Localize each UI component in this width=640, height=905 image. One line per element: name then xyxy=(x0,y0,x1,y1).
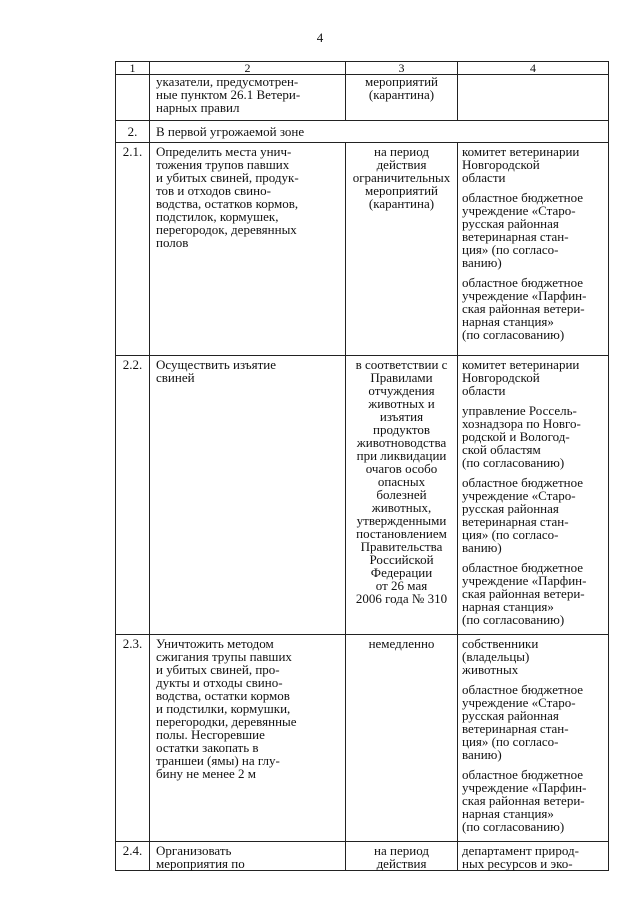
deadline-cell xyxy=(346,635,458,842)
action-line: подстилок, кормушек, xyxy=(156,209,279,224)
deadline-line: (карантина) xyxy=(368,87,435,102)
column-number-1: 1 xyxy=(116,62,150,75)
action-line: мероприятия по xyxy=(156,856,245,871)
responsible-party xyxy=(462,358,605,397)
deadline-line: болезней xyxy=(376,487,427,502)
page-number: 4 xyxy=(316,30,324,45)
responsible-line: ванию) xyxy=(462,747,502,762)
action-line: перегородок, деревянных xyxy=(156,222,297,237)
responsible-line: ветеринарная стан- xyxy=(462,229,569,244)
responsible-line: (по согласованию) xyxy=(462,819,565,834)
action-line: и убитых свиней, про- xyxy=(156,662,280,677)
responsible-line: Новгородской xyxy=(462,157,540,172)
deadline-line: животноводства xyxy=(356,435,447,450)
responsible-party xyxy=(462,404,605,469)
responsible-line: животных xyxy=(462,662,519,677)
section-title: В первой угрожаемой зоне xyxy=(150,121,609,143)
action-line: Осуществить изъятие xyxy=(156,357,276,372)
responsible-line: русская районная xyxy=(462,501,559,516)
section-row xyxy=(116,121,609,143)
responsible-line: хознадзора по Новго- xyxy=(462,416,581,431)
row-number: 2.1. xyxy=(116,143,150,356)
deadline-line: опасных xyxy=(377,474,426,489)
column-number-3: 3 xyxy=(346,62,458,75)
responsible-cell xyxy=(458,635,609,842)
table-row xyxy=(116,635,609,842)
action-line: ные пунктом 26.1 Ветери- xyxy=(156,87,301,102)
table-row-continuation xyxy=(116,75,609,121)
action-line: дукты и отходы свино- xyxy=(156,675,283,690)
responsible-line: русская районная xyxy=(462,216,559,231)
responsible-line: русская районная xyxy=(462,708,559,723)
responsible-cell xyxy=(458,143,609,356)
responsible-line: учреждение «Старо- xyxy=(462,695,576,710)
responsible-cell xyxy=(458,75,609,121)
responsible-line: управление Россель- xyxy=(462,403,577,418)
action-line: остатки закопать в xyxy=(156,740,259,755)
deadline-line: действия xyxy=(376,157,427,172)
deadline-line: животных и xyxy=(368,396,435,411)
responsible-line: областное бюджетное xyxy=(462,682,584,697)
action-cell xyxy=(150,356,346,635)
measures-table xyxy=(115,61,609,871)
deadline-cell xyxy=(346,75,458,121)
responsible-party xyxy=(462,637,605,676)
responsible-line: ных ресурсов и эко- xyxy=(462,856,573,871)
deadline-cell xyxy=(346,356,458,635)
table-row xyxy=(116,143,609,356)
deadline-line: на период xyxy=(374,843,429,858)
responsible-line: областное бюджетное xyxy=(462,275,584,290)
action-line: тожения трупов павших xyxy=(156,157,290,172)
responsible-line: (владельцы) xyxy=(462,649,530,664)
action-line: и подстилки, кормушки, xyxy=(156,701,291,716)
column-number-4: 4 xyxy=(458,62,609,75)
action-line: бину не менее 2 м xyxy=(156,766,256,781)
deadline-line: немедленно xyxy=(368,636,435,651)
action-line: водства, остатки кормов xyxy=(156,688,290,703)
action-line: тов и отходов свино- xyxy=(156,183,271,198)
table-row xyxy=(116,356,609,635)
action-cell xyxy=(150,635,346,842)
deadline-line: Правительства xyxy=(360,539,443,554)
deadline-line: Российской xyxy=(369,552,434,567)
row-number-cell xyxy=(116,75,150,121)
action-line: водства, остатков кормов, xyxy=(156,196,299,211)
responsible-party xyxy=(462,191,605,269)
deadline-line: на период xyxy=(374,144,429,159)
deadline-line: мероприятий xyxy=(365,74,438,89)
responsible-party xyxy=(462,145,605,184)
responsible-party xyxy=(462,768,605,833)
action-line: и убитых свиней, продук- xyxy=(156,170,299,185)
responsible-line: Новгородской xyxy=(462,370,540,385)
responsible-line: (по согласованию) xyxy=(462,612,565,627)
section-number: 2. xyxy=(116,121,150,143)
responsible-line: ская районная ветери- xyxy=(462,586,585,601)
responsible-line: ветеринарная стан- xyxy=(462,721,569,736)
responsible-line: (по согласованию) xyxy=(462,455,565,470)
row-number: 2.2. xyxy=(116,356,150,635)
action-line: сжигания трупы павших xyxy=(156,649,292,664)
responsible-line: ветеринарная стан- xyxy=(462,514,569,529)
responsible-line: ция» (по согласо- xyxy=(462,527,559,542)
responsible-party xyxy=(462,844,605,870)
row-number: 2.4. xyxy=(116,842,150,871)
deadline-line: от 26 мая xyxy=(375,578,428,593)
deadline-line: продуктов xyxy=(373,422,430,437)
responsible-line: области xyxy=(462,383,506,398)
deadline-line: 2006 года № 310 xyxy=(355,591,448,606)
responsible-line: нарная станция» xyxy=(462,599,554,614)
responsible-cell xyxy=(458,356,609,635)
responsible-line: комитет ветеринарии xyxy=(462,144,580,159)
responsible-line: ская районная ветери- xyxy=(462,793,585,808)
deadline-line: мероприятий xyxy=(365,183,438,198)
responsible-line: учреждение «Парфин- xyxy=(462,780,587,795)
responsible-line: учреждение «Старо- xyxy=(462,488,576,503)
table-row xyxy=(116,842,609,871)
deadline-line: животных, xyxy=(371,500,432,515)
responsible-line: департамент природ- xyxy=(462,843,579,858)
responsible-line: областное бюджетное xyxy=(462,767,584,782)
deadline-line: Федерации xyxy=(370,565,433,580)
deadline-line: изъятия xyxy=(379,409,424,424)
action-line: Организовать xyxy=(156,843,232,858)
deadline-line: Правилами xyxy=(370,370,433,385)
responsible-cell xyxy=(458,842,609,871)
action-line: свиней xyxy=(156,370,195,385)
responsible-line: областное бюджетное xyxy=(462,190,584,205)
responsible-line: нарная станция» xyxy=(462,806,554,821)
column-number-header-row xyxy=(116,62,609,75)
responsible-party xyxy=(462,476,605,554)
responsible-party xyxy=(462,683,605,761)
responsible-line: нарная станция» xyxy=(462,314,554,329)
responsible-line: области xyxy=(462,170,506,185)
responsible-line: ция» (по согласо- xyxy=(462,734,559,749)
action-cell xyxy=(150,143,346,356)
action-cell xyxy=(150,842,346,871)
action-line: перегородки, деревянные xyxy=(156,714,297,729)
responsible-line: ванию) xyxy=(462,255,502,270)
deadline-line: постановлением xyxy=(356,526,447,541)
deadline-line: при ликвидации xyxy=(356,448,447,463)
responsible-party xyxy=(462,561,605,626)
deadline-line: действия xyxy=(376,856,427,871)
action-line: полов xyxy=(156,235,189,250)
action-line: траншеи (ямы) на глу- xyxy=(156,753,280,768)
responsible-line: родской и Вологод- xyxy=(462,429,570,444)
responsible-line: ской областям xyxy=(462,442,541,457)
deadline-cell xyxy=(346,143,458,356)
responsible-line: собственники xyxy=(462,636,539,651)
action-line: нарных правил xyxy=(156,100,240,115)
responsible-line: ванию) xyxy=(462,540,502,555)
action-line: указатели, предусмотрен- xyxy=(156,74,299,89)
responsible-line: комитет ветеринарии xyxy=(462,357,580,372)
action-cell xyxy=(150,75,346,121)
action-line: Уничтожить методом xyxy=(156,636,274,651)
deadline-line: очагов особо xyxy=(365,461,438,476)
action-line: полы. Несгоревшие xyxy=(156,727,265,742)
deadline-line: (карантина) xyxy=(368,196,435,211)
deadline-line: отчуждения xyxy=(368,383,435,398)
responsible-line: учреждение «Парфин- xyxy=(462,573,587,588)
responsible-party xyxy=(462,276,605,341)
action-line: Определить места унич- xyxy=(156,144,292,159)
deadline-cell xyxy=(346,842,458,871)
column-number-2: 2 xyxy=(150,62,346,75)
deadline-line: ограничительных xyxy=(352,170,451,185)
responsible-line: (по согласованию) xyxy=(462,327,565,342)
responsible-line: учреждение «Старо- xyxy=(462,203,576,218)
responsible-line: ская районная ветери- xyxy=(462,301,585,316)
responsible-line: учреждение «Парфин- xyxy=(462,288,587,303)
responsible-line: ция» (по согласо- xyxy=(462,242,559,257)
responsible-line: областное бюджетное xyxy=(462,475,584,490)
responsible-line: областное бюджетное xyxy=(462,560,584,575)
deadline-line: утвержденными xyxy=(356,513,447,528)
deadline-line: в соответствии с xyxy=(355,357,448,372)
row-number: 2.3. xyxy=(116,635,150,842)
